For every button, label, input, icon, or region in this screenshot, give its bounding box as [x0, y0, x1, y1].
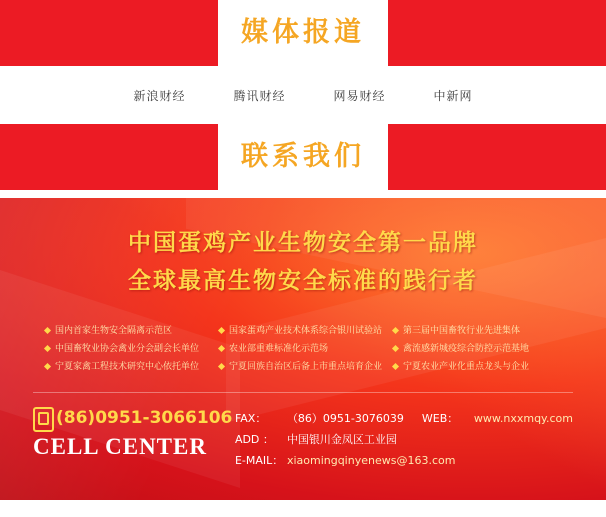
- address-line: [235, 429, 573, 450]
- contact-section-title: 联系我们: [241, 141, 365, 172]
- badge-item: [393, 322, 561, 340]
- media-link-sina[interactable]: 新浪财经: [133, 88, 186, 103]
- diamond-bullet-icon: [392, 363, 399, 370]
- footer-divider: [33, 392, 573, 393]
- diamond-bullet-icon: [218, 363, 225, 370]
- badge-label: 中国畜牧业协会禽业分会副会长单位: [55, 344, 200, 354]
- footer-panel: [0, 198, 606, 500]
- phone-icon: [33, 407, 50, 428]
- fax-value: （86）0951-3076039: [286, 412, 404, 425]
- media-links-row: [0, 66, 606, 124]
- media-link-netease[interactable]: 网易财经: [333, 88, 386, 103]
- cell-center-label: CELL CENTER: [33, 434, 207, 459]
- diamond-bullet-icon: [392, 327, 399, 334]
- address-label: ADD ：: [234, 433, 274, 446]
- badge-item: [219, 358, 387, 376]
- contact-left: [33, 405, 235, 460]
- badge-label: 宁夏家禽工程技术研究中心依托单位: [55, 362, 200, 372]
- email-value[interactable]: xiaomingqinyenews@163.com: [286, 454, 456, 467]
- diamond-bullet-icon: [218, 327, 225, 334]
- web-label: WEB：: [421, 412, 459, 425]
- badge-column-3: [393, 322, 561, 376]
- fax-label: FAX：: [234, 412, 267, 425]
- email-line: [235, 450, 573, 471]
- badge-label: 禽流感新城疫综合防控示范基地: [403, 344, 530, 354]
- footer-slogan: [0, 224, 606, 300]
- badge-label: 国家蛋鸡产业技术体系综合银川试验站: [229, 326, 383, 336]
- diamond-bullet-icon: [392, 345, 399, 352]
- badge-label: 农业部重难标准化示范场: [229, 344, 329, 354]
- badge-label: 宁夏回族自治区后备上市重点培育企业: [229, 362, 383, 372]
- fax-line: [235, 408, 573, 429]
- address-value: 中国银川金凤区工业园: [286, 433, 397, 446]
- badge-column-2: [219, 322, 387, 376]
- diamond-bullet-icon: [44, 363, 51, 370]
- spacer: [0, 190, 606, 198]
- slogan-line-1: 中国蛋鸡产业生物安全第一品牌: [128, 230, 478, 256]
- media-link-tencent[interactable]: 腾讯财经: [233, 88, 286, 103]
- contact-block: [33, 405, 573, 471]
- badge-label: 国内首家生物安全隔离示范区: [55, 326, 173, 336]
- badge-list: [45, 322, 561, 376]
- phone-number[interactable]: (86)0951-3066106: [56, 407, 233, 428]
- media-section-title: 媒体报道: [241, 17, 365, 48]
- slogan-line-2: 全球最高生物安全标准的践行者: [128, 268, 478, 294]
- badge-column-1: [45, 322, 213, 376]
- diamond-bullet-icon: [44, 345, 51, 352]
- contact-right: [235, 405, 573, 471]
- badge-item: [219, 322, 387, 340]
- badge-item: [45, 340, 213, 358]
- media-link-chinanews[interactable]: 中新网: [433, 88, 473, 103]
- badge-item: [45, 358, 213, 376]
- web-value[interactable]: www.nxxmqy.com: [473, 412, 573, 425]
- badge-item: [45, 322, 213, 340]
- email-label: E-MAIL：: [234, 454, 284, 467]
- badge-label: 第三届中国畜牧行业先进集体: [403, 326, 521, 336]
- media-section-header: [0, 0, 606, 66]
- diamond-bullet-icon: [44, 327, 51, 334]
- badge-item: [219, 340, 387, 358]
- badge-item: [393, 358, 561, 376]
- badge-label: 宁夏农业产业化重点龙头与企业: [403, 362, 530, 372]
- phone-row: [33, 407, 235, 428]
- contact-section-header: [0, 124, 606, 190]
- diamond-bullet-icon: [218, 345, 225, 352]
- badge-item: [393, 340, 561, 358]
